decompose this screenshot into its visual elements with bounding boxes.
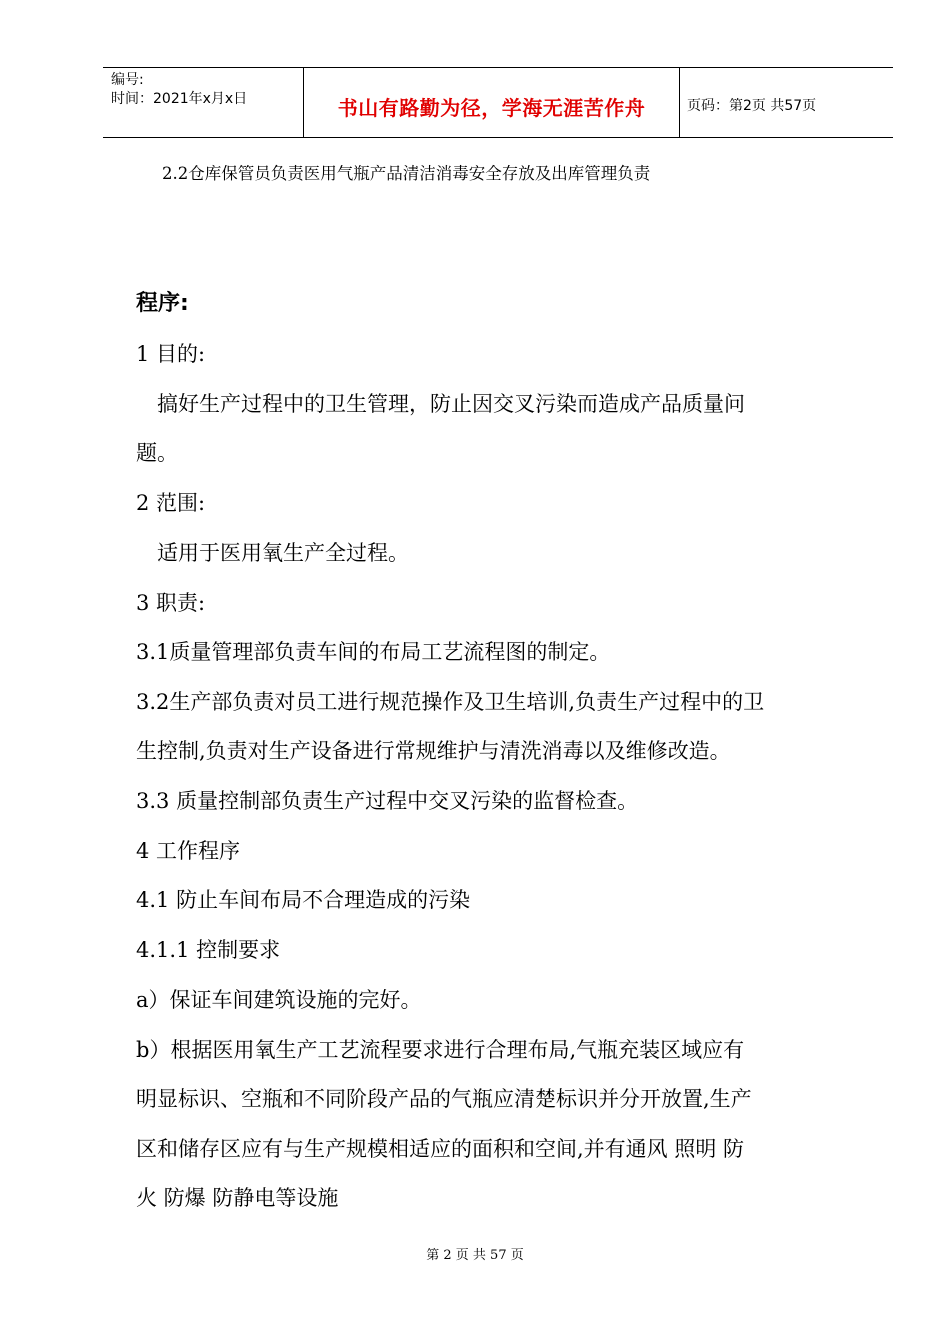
- body-line: 1 目的:: [136, 342, 206, 366]
- body-line: 题。: [136, 441, 178, 465]
- header-motto: 书山有路勤为径，学海无涯苦作舟: [337, 96, 646, 120]
- body-line: 区和储存区应有与生产规模相适应的面积和空间,并有通风 照明 防: [136, 1137, 745, 1161]
- header-page-info: 页码：第2页 共57页: [687, 97, 817, 114]
- page-header: [103, 67, 893, 138]
- document-date: 时间：2021年x月x日: [111, 91, 248, 107]
- body-line: 搞好生产过程中的卫生管理，防止因交叉污染而造成产品质量问: [136, 392, 745, 416]
- body-line: 2 范围:: [136, 491, 206, 515]
- body-line: 火 防爆 防静电等设施: [136, 1186, 339, 1210]
- body-line: 4.1.1 控制要求: [136, 938, 281, 962]
- body-line: 明显标识、空瓶和不同阶段产品的气瓶应清楚标识并分开放置,生产: [136, 1087, 752, 1111]
- body-line: 4.1 防止车间布局不合理造成的污染: [136, 888, 471, 912]
- top-line: 2.2仓库保管员负责医用气瓶产品清洁消毒安全存放及出库管理负责: [162, 164, 651, 183]
- body-line: a）保证车间建筑设施的完好。: [136, 988, 422, 1012]
- body-line: 适用于医用氧生产全过程。: [136, 541, 409, 565]
- body-line: 3.1质量管理部负责车间的布局工艺流程图的制定。: [136, 640, 611, 664]
- document-number-label: 编号:: [111, 72, 144, 88]
- body-line: 4 工作程序: [136, 839, 241, 863]
- body-line: 生控制,负责对生产设备进行常规维护与清洗消毒以及维修改造。: [136, 739, 731, 763]
- header-motto-cell: [303, 68, 680, 137]
- header-left: [103, 68, 303, 137]
- body-line: 3.3 质量控制部负责生产过程中交叉污染的监督检查。: [136, 789, 639, 813]
- body-line: 3 职责:: [136, 591, 206, 615]
- section-heading: 程序:: [136, 291, 189, 316]
- page-footer: 第 2 页 共 57 页: [426, 1248, 524, 1263]
- body-line: 3.2生产部负责对员工进行规范操作及卫生培训,负责生产过程中的卫: [136, 690, 765, 714]
- body-line: b）根据医用氧生产工艺流程要求进行合理布局,气瓶充装区域应有: [136, 1038, 745, 1062]
